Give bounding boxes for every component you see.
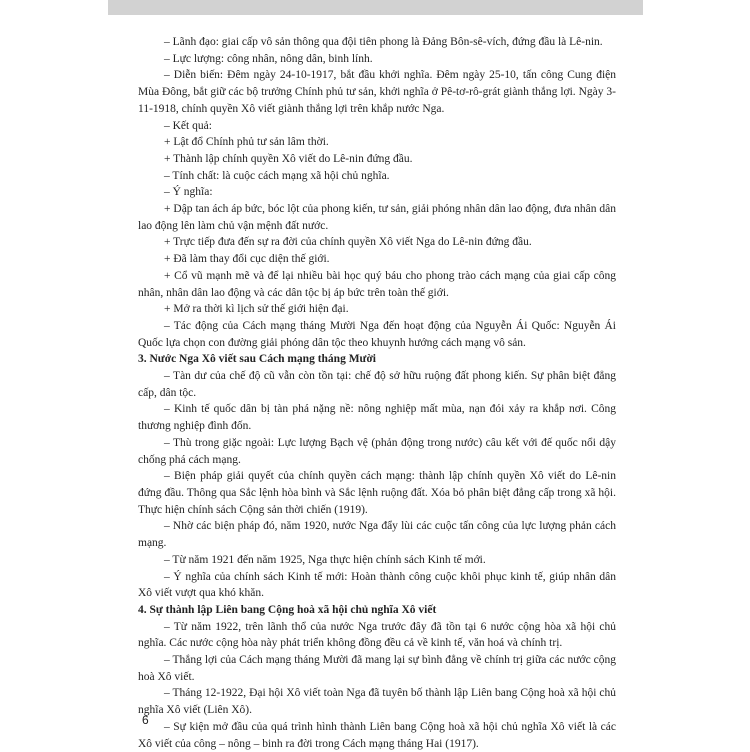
paragraph: – Từ năm 1921 đến năm 1925, Nga thực hiện chính sách Kinh tế mới. xyxy=(164,553,486,566)
paragraph: – Thù trong giặc ngoài: Lực lượng Bạch vệ (phản động trong nước) câu kết với đế quốc nổi dậy chống phá cách mạng. xyxy=(138,436,616,466)
paragraph: – Tháng 12-1922, Đại hội Xô viết toàn Nga đã tuyên bố thành lập Liên bang Cộng hoà xã hội chủ nghĩa Xô viết (Liên Xô). xyxy=(138,687,616,717)
section-heading: 4. Sự thành lập Liên bang Cộng hoà xã hội chủ nghĩa Xô viết xyxy=(138,603,437,616)
paragraph: – Từ năm 1922, trên lãnh thổ của nước Nga trước đây đã tồn tại 6 nước cộng hòa xã hội chủ nghĩa. Các nước cộng hòa này phát triển không đồng đều cả về kinh tế, văn hoá và chính trị. xyxy=(138,620,616,650)
paragraph: – Tàn dư của chế độ cũ vẫn còn tồn tại: chế độ sở hữu ruộng đất phong kiến. Sự phân biệt đẳng cấp, dân tộc. xyxy=(138,370,616,399)
paragraph: – Diễn biến: Đêm ngày 24-10-1917, bắt đầu khởi nghĩa. Đêm ngày 25-10, tấn công Cung điện Mùa Đông, bắt giữ các bộ trưởng Chính phủ tư sản, khởi nghĩa ở Pê-tơ-rô-grát giành thắng lợi. Ngày 3-11-1918, chính quyền Xô viết giành thắng lợi trên khắp nước Nga. xyxy=(138,69,616,115)
paragraph: – Tính chất: là cuộc cách mạng xã hội chủ nghĩa. xyxy=(164,169,390,182)
paragraph: + Mở ra thời kì lịch sử thế giới hiện đại. xyxy=(164,303,349,316)
paragraph: – Biện pháp giải quyết của chính quyền cách mạng: thành lập chính quyền Xô viết do Lê-nin đứng đầu. Thông qua Sắc lệnh hòa bình và Sắc lệnh ruộng đất. Xóa bỏ phân biệt đẳng cấp trong xã hội. Thực hiện chính sách Cộng sản thời chiến (1919). xyxy=(138,470,616,516)
paragraph: – Tác động của Cách mạng tháng Mười Nga đến hoạt động của Nguyễn Ái Quốc: Nguyễn Ái Quốc lựa chọn con đường giải phóng dân tộc theo khuynh hướng cách mạng vô sản. xyxy=(138,319,616,349)
paragraph: – Lực lượng: công nhân, nông dân, binh lính. xyxy=(164,52,373,65)
paragraph: + Lật đổ Chính phủ tư sản lâm thời. xyxy=(164,136,329,149)
paragraph: – Thắng lợi của Cách mạng tháng Mười đã mang lại sự bình đẳng về chính trị giữa các nước cộng hoà Xô viết. xyxy=(138,654,616,683)
page-content xyxy=(138,34,616,752)
paragraph: – Sự kiện mở đầu của quá trình hình thành Liên bang Cộng hoà xã hội chủ nghĩa Xô viết là các Xô viết của công – nông – binh ra đời trong Cách mạng tháng Hai (1917). xyxy=(138,720,616,750)
paragraph: + Đã làm thay đổi cục diện thế giới. xyxy=(164,253,330,266)
paragraph: + Thành lập chính quyền Xô viết do Lê-nin đứng đầu. xyxy=(164,152,413,165)
paragraph: + Cổ vũ mạnh mẽ và để lại nhiều bài học quý báu cho phong trào cách mạng của giai cấp công nhân, nhân dân lao động và các dân tộc bị áp bức trên toàn thế giới. xyxy=(138,269,616,299)
paragraph: – Ý nghĩa của chính sách Kinh tế mới: Hoàn thành công cuộc khôi phục kinh tế, giúp nhân dân Xô viết vượt qua khó khăn. xyxy=(138,570,616,600)
paragraph: + Trực tiếp đưa đến sự ra đời của chính quyền Xô viết Nga do Lê-nin đứng đầu. xyxy=(164,236,532,249)
paragraph: – Nhờ các biện pháp đó, năm 1920, nước Nga đẩy lùi các cuộc tấn công của lực lượng phản cách mạng. xyxy=(138,520,616,550)
paragraph: – Ý nghĩa: xyxy=(164,186,213,199)
paragraph: – Lãnh đạo: giai cấp vô sản thông qua đội tiên phong là Đảng Bôn-sê-vích, đứng đầu là Lê-nin. xyxy=(164,36,603,48)
section-heading: 3. Nước Nga Xô viết sau Cách mạng tháng Mười xyxy=(138,353,377,366)
paragraph: – Kinh tế quốc dân bị tàn phá nặng nề: nông nghiệp mất mùa, nạn đói xảy ra khắp nơi. Công thương nghiệp đình đốn. xyxy=(138,403,616,433)
paragraph: + Dập tan ách áp bức, bóc lột của phong kiến, tư sản, giải phóng nhân dân lao động, đưa nhân dân lao động lên làm chủ vận mệnh đất nước. xyxy=(138,203,616,232)
paragraph: – Kết quả: xyxy=(164,119,212,132)
page-number: 6 xyxy=(142,713,149,727)
